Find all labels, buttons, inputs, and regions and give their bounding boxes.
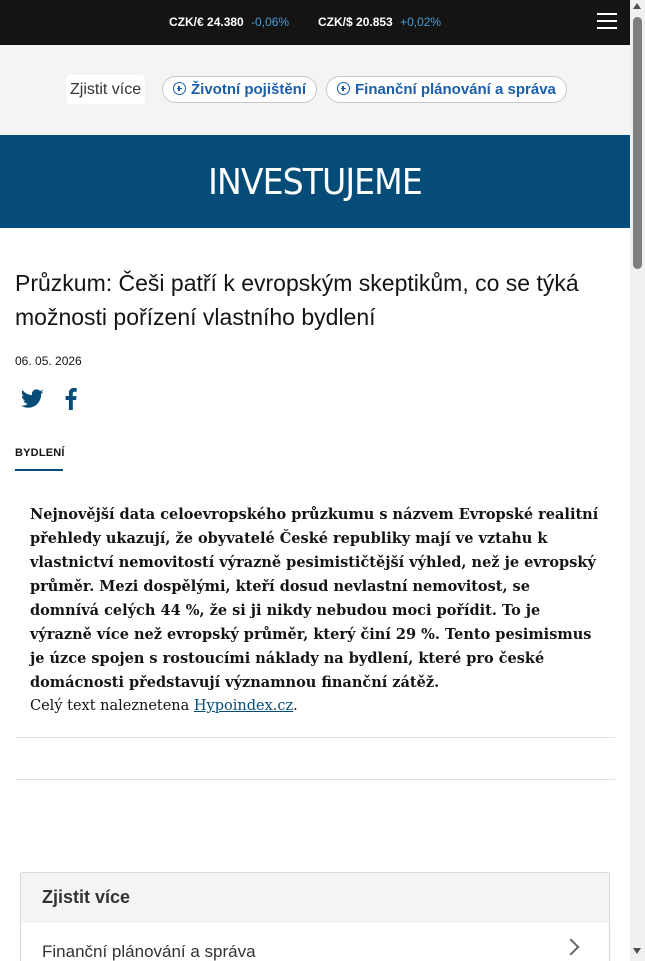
ticker-eur-pair: CZK/€ <box>169 15 204 29</box>
source-prefix: Celý text naleznetena <box>30 698 194 714</box>
currency-ticker <box>0 0 630 45</box>
ticker-eur-value: 24.380 <box>207 15 244 29</box>
plus-circle-icon <box>337 82 350 95</box>
divider <box>15 737 615 738</box>
scroll-up-arrow-icon[interactable] <box>633 3 641 9</box>
chevron-right-icon <box>563 939 580 956</box>
ticker-usd-change: +0,02% <box>400 15 442 29</box>
scrollbar-thumb[interactable] <box>633 17 642 269</box>
plus-circle-icon <box>173 82 186 95</box>
learn-more-box <box>20 872 610 961</box>
ticker-usd[interactable] <box>318 15 441 29</box>
scrollbar[interactable] <box>630 0 645 961</box>
divider <box>15 779 615 780</box>
category-underline <box>15 469 63 471</box>
topics-strip <box>0 45 630 135</box>
ticker-eur-change: -0,06% <box>251 15 290 29</box>
scroll-down-arrow-icon[interactable] <box>633 948 641 954</box>
article-source <box>30 694 298 718</box>
article-headline: Průzkum: Češi patří k evropským skeptikům, co se týká možnosti pořízení vlastního bydlení <box>15 270 579 330</box>
article-category[interactable]: BYDLENÍ <box>15 447 65 459</box>
twitter-icon[interactable] <box>21 388 44 410</box>
source-link[interactable]: Hypoindex.cz <box>193 698 294 714</box>
article-date: 06. 05. 2026 <box>15 354 82 368</box>
source-suffix: . <box>293 698 298 714</box>
ticker-eur[interactable] <box>169 15 289 29</box>
topic-chip-label: Finanční plánování a správa <box>355 81 556 98</box>
site-logo[interactable]: INVESTUJEME <box>208 162 422 203</box>
brand-banner <box>0 135 630 228</box>
ticker-usd-pair: CZK/$ <box>318 15 353 29</box>
facebook-icon[interactable] <box>64 388 78 410</box>
topic-chip-life-insurance[interactable] <box>162 76 317 103</box>
topic-chip-financial-planning[interactable] <box>326 76 567 103</box>
hamburger-menu-icon[interactable] <box>597 13 617 31</box>
learn-more-item-label: Finanční plánování a správa <box>42 942 256 961</box>
ticker-usd-value: 20.853 <box>356 15 393 29</box>
article-body: Nejnovější data celoevropského průzkumu s názvem Evropské realitní přehledy ukazují, že obyvatelé České republiky mají ve vztahu k vlastnictví nemovitostí výrazně pesimističtější výhled, než je evropský průměr. Mezi dospělými, kteří dosud nevlastní nemovitost, se domnívá celých 44 %, že si ji nikdy nebudou moci pořídit. To je výrazně více než evropský průměr, který činí 29 %. Tento pesimismus je úzce spojen s rostoucími náklady na bydlení, které pro české domácnosti představují významnou finanční zátěž. <box>30 506 599 691</box>
learn-more-title: Zjistit více <box>21 873 609 923</box>
topics-label: Zjistit více <box>66 75 145 104</box>
learn-more-item[interactable] <box>21 923 609 961</box>
topic-chip-label: Životní pojištění <box>191 81 306 98</box>
